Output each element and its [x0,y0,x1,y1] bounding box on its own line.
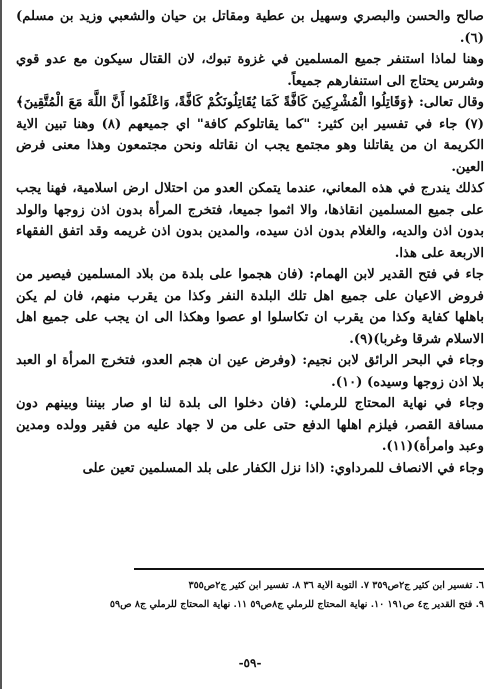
page-number: -٥٩- [238,656,262,670]
footnote-separator [134,568,484,570]
footnote-line-1: ٦. تفسير ابن كثير ج٢ص٣٥٩ ٧. التوبة الاية ٣٦ ٨. تفسير ابن كثير ج٢ص٣٥٥ [188,580,484,591]
paragraph-7: وجاء في نهاية المحتاج للرملي: (فان دخلوا الى بلدة لنا او صار بيننا وبينهم دون مسافة القصر، فيلزم اهلها الدفع حتى على من لا جهاد عليه من فقير وولده ومدين وعبد وامرأة)(١١). [16,396,484,454]
paragraph-2: وهنا لماذا استنفر جميع المسلمين في غزوة تبوك، لان القتال سيكون مع عدو قوي وشرس يحتاج الى استنفارهم جميعاً. [16,52,484,89]
paragraph-1: صالح والحسن والبصري وسهيل بن عطية ومقاتل بن حيان والشعبي وزيد بن مسلم)(٦). [16,9,484,46]
paragraph-3: وقال تعالى: ﴿وَقَاتِلُوا الْمُشْرِكِينَ كَافَّةً كَمَا يُقَاتِلُونَكُمْ كَافَّةً، وَاعْلَمُوا أَنَّ اللَّهَ مَعَ الْمُتَّقِينَ﴾ (٧) جاء في تفسير ابن كثير: "كما يقاتلوكم كافة" اي جميعهم (٨) وهنا تبين الاية الكريمة ان من يقاتلنا وهو مجتمع يجب ان نقاتله ونحن مجتمعون وهذا معنى فرض العين. [16,95,484,175]
footnote-line-2: ٩. فتح القدير ج٤ ص١٩١ ١٠. نهاية المحتاج للرملي ج٨ص٥٩ ١١. نهاية المحتاج للرملي ج٨ ص٥٩ [109,599,484,610]
paragraph-6: وجاء في البحر الرائق لابن نجيم: (وفرض عين ان هجم العدو، فتخرج المرأة او العبد بلا اذن زوجها وسيده) (١٠). [16,353,484,390]
page-edge-shadow [0,0,2,689]
main-text [16,6,484,479]
footnotes [16,576,484,614]
paragraph-5: جاء في فتح القدير لابن الهمام: (فان هجموا على بلدة من بلاد المسلمين فيصير من فروض الاعيان على جميع اهل تلك البلدة النفر وكذا من يقرب منهم، فان لم يكن باهلها كفاية وكذا من يقرب ان تكاسلوا او عصوا وهكذا الى ان يجب على جميع اهل الاسلام شرقا وغربا)(٩). [16,267,484,347]
paragraph-4: كذلك يندرج في هذه المعاني، عندما يتمكن العدو من احتلال ارض اسلامية، فهنا يجب على جميع المسلمين انقاذها، والا اثموا جميعا، فتخرج المرأة بدون اذن زوجها والولد بدون اذن والديه، والغلام بدون اذن سيده، والمدين بدون اذن غريمه وقد اتفق الفقهاء الاربعة على هذا. [16,181,484,261]
paragraph-8: وجاء في الانصاف للمرداوي: (اذا نزل الكفار على بلد المسلمين تعين على [82,460,484,476]
